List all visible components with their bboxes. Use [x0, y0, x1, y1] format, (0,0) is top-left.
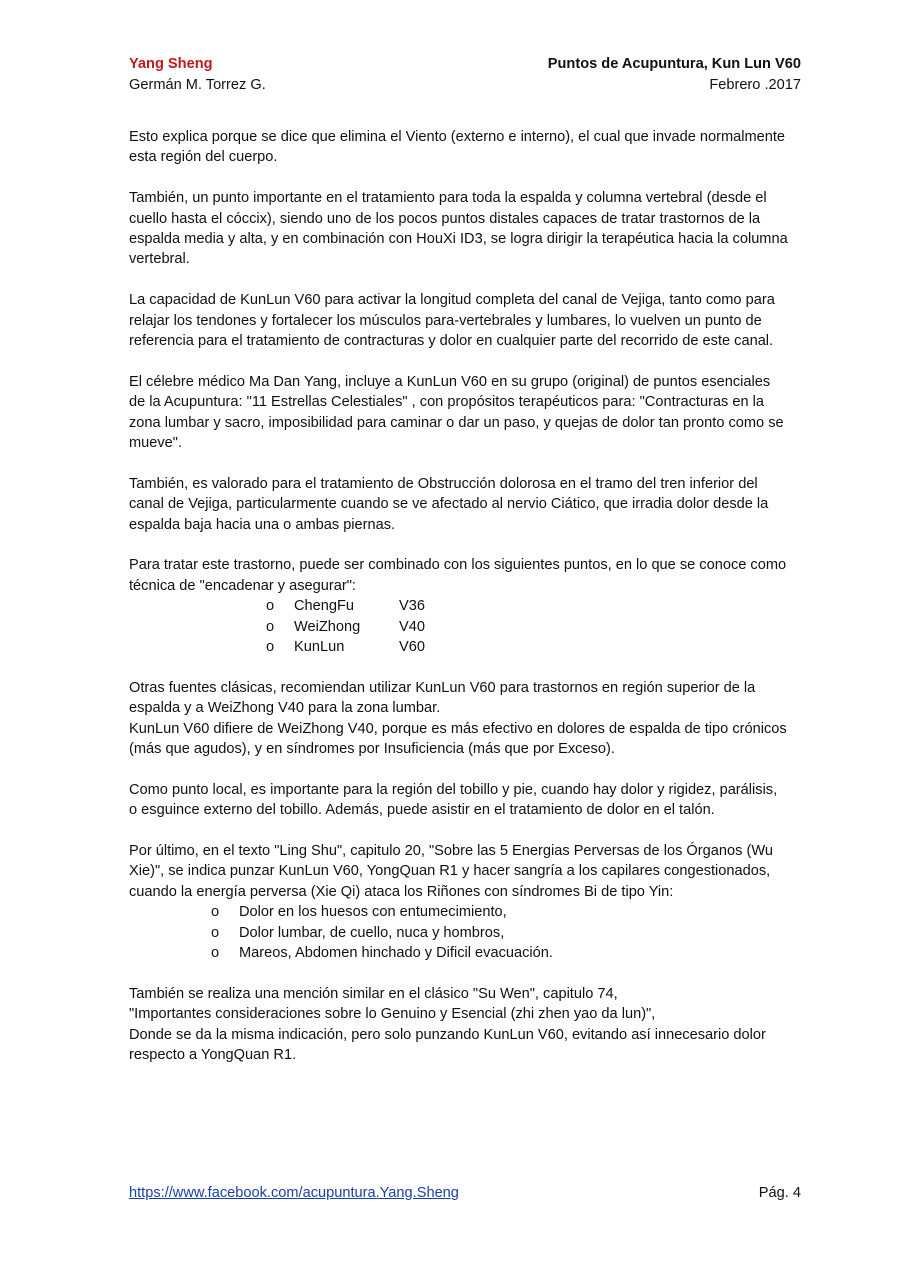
point-name: ChengFu	[294, 598, 355, 615]
brand-name: Yang Sheng	[129, 56, 213, 72]
document-body	[129, 127, 789, 1086]
list-item	[266, 596, 789, 616]
paragraph-line: "Importantes consideraciones sobre lo Genuino y Esencial (zhi zhen yao da lun)",	[129, 1006, 656, 1023]
facebook-link[interactable]: https://www.facebook.com/acupuntura.Yang.Sheng	[129, 1185, 459, 1201]
paragraph: El célebre médico Ma Dan Yang, incluye a KunLun V60 en su grupo (original) de puntos esenciales de la Acupuntura: "11 Estrellas Celestiales" , con propósitos terapéuticos para: "Contracturas en la zona lumbar y sacro, imposibilidad para caminar o dar un paso, y quejas de dolor tan pronto como se mueve".	[129, 373, 784, 452]
bullet: o	[211, 945, 220, 962]
paragraph-line: También se realiza una mención similar en el clásico "Su Wen", capitulo 74,	[129, 985, 618, 1002]
list-item	[266, 617, 789, 637]
point-name: KunLun	[294, 639, 345, 656]
symptom-text: Dolor en los huesos con entumecimiento,	[239, 904, 507, 921]
document-title: Puntos de Acupuntura, Kun Lun V60	[547, 56, 801, 72]
point-code: V60	[399, 639, 425, 656]
list-item	[266, 637, 789, 657]
symptom-text: Dolor lumbar, de cuello, nuca y hombros,	[239, 924, 505, 941]
point-code: V40	[399, 618, 425, 635]
paragraph: Donde se da la misma indicación, pero solo punzando KunLun V60, evitando así innecesario dolor respecto a YongQuan R1.	[129, 1026, 766, 1064]
bullet: o	[266, 598, 275, 615]
paragraph: Como punto local, es importante para la región del tobillo y pie, cuando hay dolor y rigidez, parálisis, o esguince externo del tobillo. Además, puede asistir en el tratamiento de dolor en el talón.	[129, 781, 778, 819]
page-number: Pág. 4	[758, 1185, 801, 1201]
bullet: o	[266, 639, 275, 656]
bullet: o	[211, 924, 220, 941]
document-date: Febrero .2017	[709, 77, 801, 93]
page-footer	[129, 1185, 801, 1201]
symptom-text: Mareos, Abdomen hinchado y Dificil evacuación.	[239, 945, 553, 962]
point-code: V36	[399, 598, 425, 615]
bullet: o	[211, 904, 220, 921]
symptoms-list	[129, 902, 789, 963]
paragraph: Por último, en el texto "Ling Shu", capitulo 20, "Sobre las 5 Energias Perversas de los Órganos (Wu Xie)", se indica punzar KunLun V60, YongQuan R1 y hacer sangría a los capilares congestionados, cuando la energía perversa (Xie Qi) ataca los Riñones con síndromes Bi de tipo Yin:	[129, 843, 773, 900]
list-item	[211, 943, 789, 963]
paragraph: También, un punto importante en el tratamiento para toda la espalda y columna vertebral (desde el cuello hasta el cóccix), siendo uno de los pocos puntos distales capaces de tratar trastornos de la espalda media y alta, y en combinación con HouXi ID3, se logra dirigir la terapéutica hacia la columna vertebral.	[129, 190, 788, 268]
author-name: Germán M. Torrez G.	[129, 77, 266, 93]
paragraph: Para tratar este trastorno, puede ser combinado con los siguientes puntos, en lo que se conoce como técnica de "encadenar y asegurar":	[129, 557, 787, 594]
list-item	[211, 923, 789, 943]
combination-points-list	[129, 596, 789, 657]
paragraph: Otras fuentes clásicas, recomiendan utilizar KunLun V60 para trastornos en región superior de la espalda y a WeiZhong V40 para la zona lumbar.	[129, 679, 756, 717]
page-header	[129, 54, 801, 96]
list-item	[211, 902, 789, 922]
paragraph: La capacidad de KunLun V60 para activar la longitud completa del canal de Vejiga, tanto como para relajar los tendones y fortalecer los músculos para-vertebrales y lumbares, lo vuelven un punto de referencia para el tratamiento de contracturas y dolor en cualquier parte del recorrido de este canal.	[129, 292, 775, 350]
paragraph: También, es valorado para el tratamiento de Obstrucción dolorosa en el tramo del tren inferior del canal de Vejiga, particularmente cuando se ve afectado al nervio Ciático, que irradia dolor desde la espalda baja hacia una o ambas piernas.	[129, 475, 769, 533]
paragraph: KunLun V60 difiere de WeiZhong V40, porque es más efectivo en dolores de espalda de tipo crónicos (más que agudos), y en síndromes por Insuficiencia (más que por Exceso).	[129, 720, 787, 758]
bullet: o	[266, 618, 275, 635]
paragraph: Esto explica porque se dice que elimina el Viento (externo e interno), el cual que invade normalmente esta región del cuerpo.	[129, 129, 786, 166]
point-name: WeiZhong	[294, 618, 361, 635]
